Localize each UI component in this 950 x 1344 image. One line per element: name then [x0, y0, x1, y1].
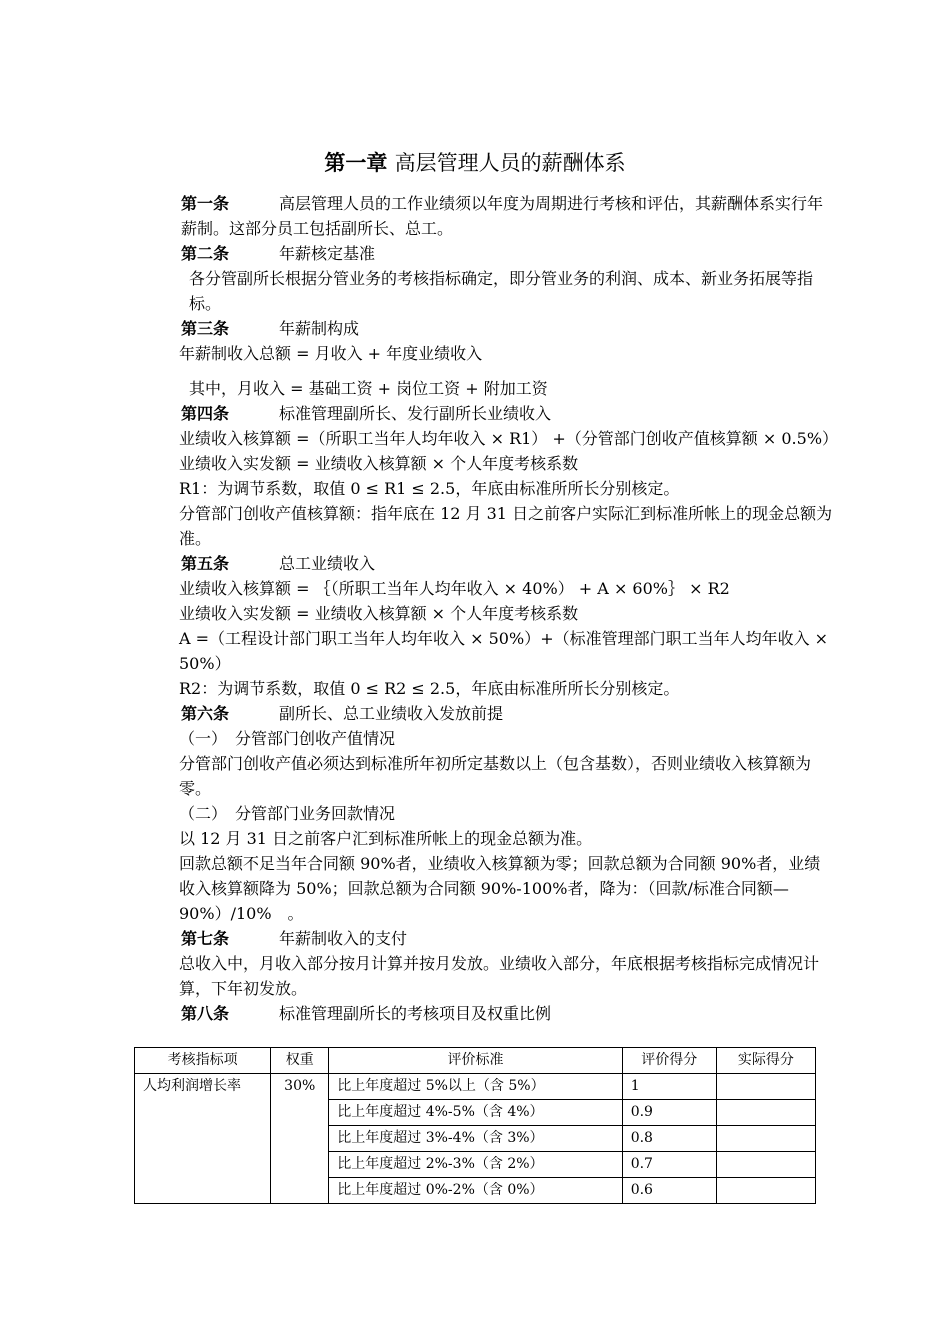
score-cell: 0.6 — [622, 1178, 716, 1204]
paragraph: 各分管副所长根据分管业务的考核指标确定，即分管业务的利润、成本、新业务拓展等指标。 — [189, 269, 814, 313]
actual-score-cell — [716, 1100, 815, 1126]
actual-score-cell — [716, 1152, 815, 1178]
article-text: 高层管理人员的工作业绩须以年度为周期进行考核和评估，其薪酬体系实行年薪制。这部分员工包括副所长、总工。 — [181, 194, 824, 238]
paragraph: 回款总额不足当年合同额 90%者，业绩收入核算额为零；回款总额为合同额 90%者，业绩收入核算额降为 50%；回款总额为合同额 90%-100%者，降为：（回款/标准合同额—90%）/10% 。 — [179, 854, 821, 923]
table-header: 评价得分 — [622, 1048, 716, 1074]
indicator-cell: 人均利润增长率 — [135, 1074, 271, 1204]
article-heading: 副所长、总工业绩收入发放前提 — [279, 704, 504, 723]
chapter-label: 第一章 — [324, 151, 388, 175]
article-1 — [145, 191, 833, 241]
formula: A =（工程设计部门职工当年人均年收入 × 50%）+（标准管理部门职工当年人均年收入 × 50%） — [179, 629, 829, 673]
article-label: 第二条 — [181, 244, 230, 263]
table-header: 权重 — [271, 1048, 329, 1074]
article-label: 第六条 — [181, 704, 230, 723]
article-label: 第四条 — [181, 404, 230, 423]
formula: 年薪制收入总额 = 月收入 + 年度业绩收入 — [179, 344, 483, 363]
article-7-heading — [145, 926, 833, 951]
paragraph: 分管部门创收产值核算额：指年底在 12 月 31 日之前客户实际汇到标准所帐上的现金总额为准。 — [179, 504, 833, 548]
paragraph: R2：为调节系数，取值 0 ≤ R2 ≤ 2.5，年底由标准所所长分别核定。 — [179, 679, 680, 698]
paragraph: R1：为调节系数，取值 0 ≤ R1 ≤ 2.5，年底由标准所所长分别核定。 — [179, 479, 680, 498]
score-cell: 0.8 — [622, 1126, 716, 1152]
article-heading: 标准管理副所长、发行副所长业绩收入 — [279, 404, 552, 423]
paragraph: 分管部门创收产值必须达到标准所年初所定基数以上（包含基数），否则业绩收入核算额为零。 — [179, 754, 812, 798]
article-label: 第三条 — [181, 319, 230, 338]
document-body — [145, 191, 839, 1026]
paragraph: 总收入中，月收入部分按月计算并按月发放。业绩收入部分，年底根据考核指标完成情况计算，下年初发放。 — [179, 954, 820, 998]
formula: 业绩收入核算额 = ｛（所职工当年人均年收入 × 40%） + A × 60%｝ × R2 — [179, 579, 730, 598]
subsection-heading: （二） 分管部门业务回款情况 — [179, 804, 396, 823]
formula: 业绩收入实发额 = 业绩收入核算额 × 个人年度考核系数 — [179, 454, 579, 473]
article-2-heading — [145, 241, 833, 266]
article-6-heading — [145, 701, 833, 726]
chapter-title: 高层管理人员的薪酬体系 — [394, 151, 626, 175]
article-5-heading — [145, 551, 833, 576]
score-cell: 0.9 — [622, 1100, 716, 1126]
article-label: 第一条 — [181, 194, 230, 213]
article-heading: 年薪核定基准 — [279, 244, 376, 263]
actual-score-cell — [716, 1074, 815, 1100]
criterion-cell: 比上年度超过 0%-2%（含 0%） — [329, 1178, 622, 1204]
table-header: 评价标准 — [329, 1048, 622, 1074]
table-header: 考核指标项 — [135, 1048, 271, 1074]
article-heading: 总工业绩收入 — [279, 554, 376, 573]
criterion-cell: 比上年度超过 2%-3%（含 2%） — [329, 1152, 622, 1178]
article-8-heading — [145, 1001, 833, 1026]
formula: 业绩收入核算额 =（所职工当年人均年收入 × R1） +（分管部门创收产值核算额 × 0.5%） — [179, 429, 839, 448]
table-header-row — [135, 1048, 816, 1074]
article-label: 第五条 — [181, 554, 230, 573]
score-cell: 0.7 — [622, 1152, 716, 1178]
paragraph: 以 12 月 31 日之前客户汇到标准所帐上的现金总额为准。 — [179, 829, 593, 848]
table-header: 实际得分 — [716, 1048, 815, 1074]
subsection-heading: （一） 分管部门创收产值情况 — [179, 729, 396, 748]
criterion-cell: 比上年度超过 3%-4%（含 3%） — [329, 1126, 622, 1152]
assessment-table — [134, 1047, 816, 1204]
formula: 其中，月收入 = 基础工资 + 岗位工资 + 附加工资 — [189, 379, 548, 398]
actual-score-cell — [716, 1178, 815, 1204]
article-label: 第七条 — [181, 929, 230, 948]
article-heading: 年薪制收入的支付 — [279, 929, 408, 948]
table-row — [135, 1074, 816, 1100]
article-heading: 年薪制构成 — [279, 319, 360, 338]
weight-cell: 30% — [271, 1074, 329, 1204]
actual-score-cell — [716, 1126, 815, 1152]
page-title — [0, 147, 950, 177]
article-4-heading — [145, 401, 833, 426]
article-3-heading — [145, 316, 833, 341]
formula: 业绩收入实发额 = 业绩收入核算额 × 个人年度考核系数 — [179, 604, 579, 623]
criterion-cell: 比上年度超过 4%-5%（含 4%） — [329, 1100, 622, 1126]
article-label: 第八条 — [181, 1004, 230, 1023]
score-cell: 1 — [622, 1074, 716, 1100]
article-heading: 标准管理副所长的考核项目及权重比例 — [279, 1004, 552, 1023]
criterion-cell: 比上年度超过 5%以上（含 5%） — [329, 1074, 622, 1100]
